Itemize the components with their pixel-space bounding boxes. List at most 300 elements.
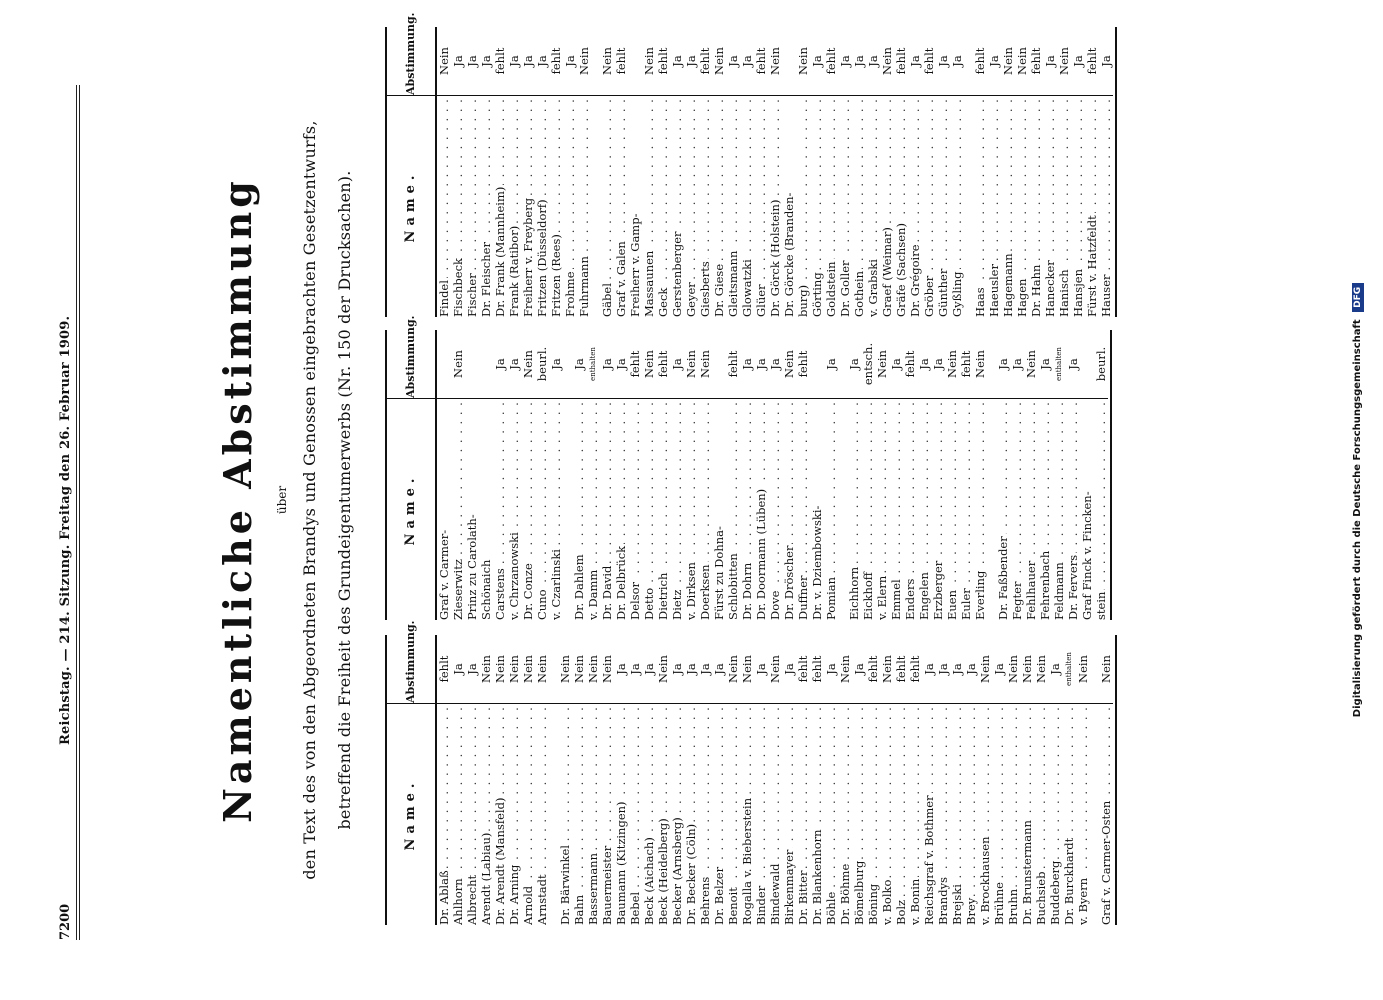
column-body [437,330,1108,620]
table-row [880,27,894,317]
member-name [628,704,642,925]
table-row [479,635,493,925]
member-name [782,399,796,620]
vote-value: fehlt [796,635,810,704]
gap-name-cell [549,704,558,925]
vote-value: Ja [838,27,852,96]
vote-value: Nein [1076,635,1090,704]
header-rule [76,85,77,940]
table-row [796,27,810,317]
vote-value: fehlt [493,27,507,96]
member-name-text: Frank (Ratibor) [507,225,521,317]
vote-value: Nein [698,330,712,399]
table-row [549,330,563,620]
member-name [740,399,754,620]
table-row [451,635,465,925]
member-name-text: Dr. Faßbender [996,536,1010,620]
member-name [1052,399,1066,620]
member-name-text: Dr. Görck (Holstein) [768,199,782,317]
member-name-text: Feldmann [1052,562,1066,620]
table-row [698,330,712,620]
vote-value: Nein [726,635,740,704]
member-name-text: Zieserwitz [451,559,465,620]
vote-value: Nein [558,635,572,704]
member-name-text: Dr. Brunstermann [1020,820,1034,925]
vote-value: Nein [768,27,782,96]
vote-value [1080,330,1094,399]
gap-name-cell [563,399,572,620]
vote-value: Ja [754,330,768,399]
vote-value: Nein [493,635,507,704]
table-row [987,27,1001,317]
table-row [465,330,479,620]
table-row [768,27,782,317]
table-row [922,27,936,317]
member-name-text: Emmel [889,579,903,620]
vote-value: Ja [726,27,740,96]
table-row [712,330,726,620]
member-name [824,704,838,925]
member-name-text: Dr. Dröscher [782,545,796,620]
member-name [959,399,973,620]
table-row [740,635,754,925]
vote-value: Ja [465,635,479,704]
member-name [768,399,782,620]
vote-value: Ja [917,330,931,399]
column-bottom-rule [1115,635,1117,925]
member-name [712,704,726,925]
table-row [847,330,861,620]
table-row [1038,330,1052,620]
member-name-text: Pomian [824,576,838,620]
vote-value: Nein [796,27,810,96]
table-row [614,27,628,317]
member-name-text: Dr. Conze [521,563,535,620]
member-name-text: Albrecht [465,874,479,925]
member-name-text: Prinz zu Carolath- [465,514,479,620]
vote-value: Ja [908,27,922,96]
gap-name-cell [964,96,973,317]
member-name [535,399,549,620]
member-name [656,704,670,925]
member-name [866,96,880,317]
vote-value: Nein [978,635,992,704]
column-body [437,635,1113,925]
vote-value: fehlt [656,27,670,96]
table-row [852,27,866,317]
table-row [917,330,931,620]
vote-value: fehlt [908,635,922,704]
member-name-text: Dove [768,590,782,620]
table-row [754,635,768,925]
member-name [614,399,628,620]
table-row [1043,27,1057,317]
vote-value: Ja [698,635,712,704]
table-row [782,635,796,925]
vote-value: Ja [465,27,479,96]
vote-value: Nein [600,27,614,96]
table-row [740,330,754,620]
vote-value: Ja [782,635,796,704]
member-name-text: Fehlhauer [1024,560,1038,620]
member-name [600,96,614,317]
member-name-text: Dr. Bitter [796,870,810,925]
table-row [992,635,1006,925]
gap-vote-cell [563,330,572,399]
member-name [1066,399,1080,620]
vote-value: Ja [572,330,586,399]
member-name [600,399,614,620]
letter-gap [549,635,558,925]
table-row [712,27,726,317]
member-name-text: Fischer [465,273,479,317]
member-name [465,96,479,317]
member-name [852,704,866,925]
vote-value: Ja [852,27,866,96]
vote-value: fehlt [894,27,908,96]
vote-value [628,27,642,96]
member-name-text: Dr. v. Dziembowski- [810,505,824,620]
table-row [507,27,521,317]
member-name-text: Euen [945,589,959,620]
vote-value: fehlt [628,330,642,399]
member-name [684,399,698,620]
table-row [577,27,591,317]
vote-value: Ja [670,330,684,399]
member-name [992,704,1006,925]
member-name [1010,399,1024,620]
member-name-text: Ahlhorn [451,878,465,925]
member-name-text: Binder [754,885,768,925]
member-name [507,96,521,317]
member-name [782,96,796,317]
vote-value: Ja [507,27,521,96]
member-name [796,399,810,620]
table-row [950,635,964,925]
vote-value: Ja [852,635,866,704]
vote-value: enthalten [1052,330,1066,399]
member-name [996,399,1010,620]
member-name [917,399,931,620]
member-name [656,96,670,317]
table-row [861,330,875,620]
table-row [465,635,479,925]
member-name-text: Baumann (Kitzingen) [614,801,628,925]
table-row [866,635,880,925]
table-row [978,635,992,925]
member-name-text: Geyer [684,282,698,317]
vote-value: Nein [642,27,656,96]
member-name-text: v. Elern [875,575,889,620]
letter-gap [591,27,600,317]
member-name-text: Fegter [1010,581,1024,620]
table-row [670,330,684,620]
vote-value: Ja [600,330,614,399]
vote-value: Nein [521,330,535,399]
table-row [493,635,507,925]
table-row [936,635,950,925]
member-name [1062,704,1076,925]
vote-value: Ja [922,635,936,704]
member-name-text: Dr. Belzer [712,866,726,925]
vote-value: Ja [1038,330,1052,399]
member-name-text: Dr. Böhme [838,863,852,925]
member-name [535,96,549,317]
letter-gap [964,27,973,317]
table-row [572,635,586,925]
member-name [861,399,875,620]
member-name-text: Brey [964,897,978,925]
member-name-text: Fürst zu Dohna- [712,526,726,620]
member-name-text: Dietz [670,589,684,620]
table-row [549,27,563,317]
vote-value: Ja [1048,635,1062,704]
vote-value: fehlt [549,27,563,96]
table-row [782,330,796,620]
vote-value: fehlt [754,27,768,96]
table-row [1071,27,1085,317]
column-bottom-rule [1115,27,1117,317]
table-row [908,635,922,925]
table-row [1024,330,1038,620]
member-name [521,704,535,925]
member-name-text: Buchsieb [1034,871,1048,925]
table-row [628,635,642,925]
vote-value: Ja [1099,27,1113,96]
member-name [628,96,642,317]
member-name-text: Günther [936,268,950,317]
table-row [521,27,535,317]
member-name-text: Eickhoff [861,572,875,620]
member-name [577,96,591,317]
description-line-1: den Text des von den Abgeordneten Brandys und Genossen eingebrachten Gesetzentwurfs, [300,120,319,880]
member-name [698,399,712,620]
vote-value: Ja [712,635,726,704]
member-name [521,96,535,317]
table-row [656,27,670,317]
member-name [558,704,572,925]
member-name [768,704,782,925]
table-row [656,635,670,925]
member-name-text: Fuhrmann [577,256,591,317]
page-header [52,85,82,940]
table-row [465,27,479,317]
member-name-text: Fritzen (Rees) [549,234,563,317]
gap-name-cell [838,399,847,620]
member-name [866,704,880,925]
member-name-text: Dr. Dohrn [740,562,754,620]
table-row [1048,635,1062,925]
table-row [894,27,908,317]
table-row [754,330,768,620]
member-name [880,96,894,317]
vote-value: Ja [936,27,950,96]
vote-value [712,330,726,399]
vote-value: Ja [614,330,628,399]
vote-value: fehlt [796,330,810,399]
member-name-text: Arnold [521,885,535,925]
vote-value: fehlt [810,635,824,704]
table-row [1034,635,1048,925]
member-name-text: Rogalla v. Bieberstein [740,797,754,925]
member-name [810,96,824,317]
member-name [1080,399,1094,620]
member-name [1071,96,1085,317]
member-name-text: Dr. Dahlem [572,554,586,620]
table-row [698,27,712,317]
table-row [1062,635,1076,925]
page-title: Namentliche Abstimmung [215,177,260,823]
table-row [1001,27,1015,317]
member-name-text: Dr. Becker (Cöln) [684,823,698,925]
table-row [824,27,838,317]
member-name-text: Enders [903,578,917,620]
member-name [451,704,465,925]
vote-column-1 [385,620,1117,925]
member-name-text: Dr. Bärwinkel [558,845,572,925]
member-name-text: Böhle [824,891,838,925]
table-row [437,27,451,317]
member-name [908,704,922,925]
table-row [852,635,866,925]
member-name-text: Gleitsmann [726,250,740,317]
table-row [1094,330,1108,620]
member-name [838,96,852,317]
member-name [549,96,563,317]
vote-value: fehlt [1085,27,1099,96]
vote-value: Ja [889,330,903,399]
member-name-text: Haas [973,287,987,317]
member-name-text: Hansjen [1071,269,1085,317]
vote-value [465,330,479,399]
member-name-text: Dietrich [656,572,670,620]
vote-value: Nein [656,635,670,704]
vote-value: fehlt [973,27,987,96]
table-row [950,27,964,317]
member-name [1015,96,1029,317]
vote-value: fehlt [824,27,838,96]
member-name-text: Cuno [535,589,549,620]
table-row [824,635,838,925]
member-name-text: Dr. Frank (Mannheim) [493,186,507,317]
member-name-text: Dr. Fleischer [479,242,493,317]
vote-value: Nein [600,635,614,704]
table-row [754,27,768,317]
member-name-text: Graf v. Carmer-Osten [1099,800,1113,925]
table-row [507,330,521,620]
table-row [922,635,936,925]
member-name [1057,96,1071,317]
member-name-text: Hanecker [1043,260,1057,317]
table-row [1085,27,1099,317]
vote-value: fehlt [614,27,628,96]
member-name [754,399,768,620]
page-number: 7200 [58,903,73,940]
member-name-text: Arendt (Labiau) [479,832,493,925]
gap-vote-cell [591,27,600,96]
member-name-text: Hanisch [1057,269,1071,317]
member-name-text: v. Dirksen [684,562,698,620]
member-name [973,399,987,620]
member-name-text: Glüer [754,284,768,317]
vote-value: enthalten [1062,635,1076,704]
member-name [642,399,656,620]
member-name [973,96,987,317]
table-row [1015,27,1029,317]
member-name [824,96,838,317]
member-name-text: Doerksen [698,564,712,620]
table-row [796,635,810,925]
member-name-text: Hagen [1015,278,1029,317]
vote-value: Ja [992,635,1006,704]
table-row [894,635,908,925]
table-row [600,635,614,925]
table-row [586,330,600,620]
vote-value: Nein [507,635,521,704]
member-name [726,399,740,620]
member-name-text: Dr. Goller [838,260,852,317]
member-name-text: Brejski [950,884,964,925]
member-name [1085,96,1099,317]
member-name-text: v. Brockhausen [978,836,992,925]
member-name [1038,399,1052,620]
member-name [586,704,600,925]
vote-value: Ja [847,330,861,399]
description-line-2: betreffend die Freiheit des Grundeigentumerwerbs (Nr. 150 der Drucksachen). [335,170,354,830]
digitization-credit [1352,0,1364,1000]
table-row [1080,330,1094,620]
member-name-text: Gräfe (Sachsen) [894,223,908,317]
table-row [684,635,698,925]
table-row [628,330,642,620]
vote-value: Nein [1015,27,1029,96]
member-name [563,96,577,317]
member-name-text: Dr. Giese [712,263,726,317]
member-name [628,399,642,620]
column-bottom-rule [1110,330,1112,620]
table-row [684,330,698,620]
vote-value: Nein [1057,27,1071,96]
vote-value: Ja [563,27,577,96]
member-name-text: Gyßling [950,271,964,317]
member-name [535,704,549,925]
table-row [586,635,600,925]
vote-value: Nein [451,330,465,399]
member-name-text: Brühne [992,882,1006,925]
member-name-text: Fürst v. Hatzfeldt [1085,215,1099,317]
gap-name-cell [987,399,996,620]
table-row [824,330,838,620]
member-name [684,96,698,317]
member-name [754,704,768,925]
vote-value: Ja [451,27,465,96]
vote-value: fehlt [437,635,451,704]
vote-value: Nein [712,27,726,96]
member-name-text: Dr. Arendt (Mansfeld) [493,797,507,925]
member-name-text: Delsor [628,581,642,620]
name-header: Name. [403,170,418,243]
member-name-text: Schönaich [479,559,493,620]
vote-value: beurl. [535,330,549,399]
member-name [894,704,908,925]
member-name [1029,96,1043,317]
member-name [796,96,810,317]
table-row [558,635,572,925]
table-row [600,330,614,620]
table-row [1057,27,1071,317]
vote-value [437,330,451,399]
gap-vote-cell [549,635,558,704]
